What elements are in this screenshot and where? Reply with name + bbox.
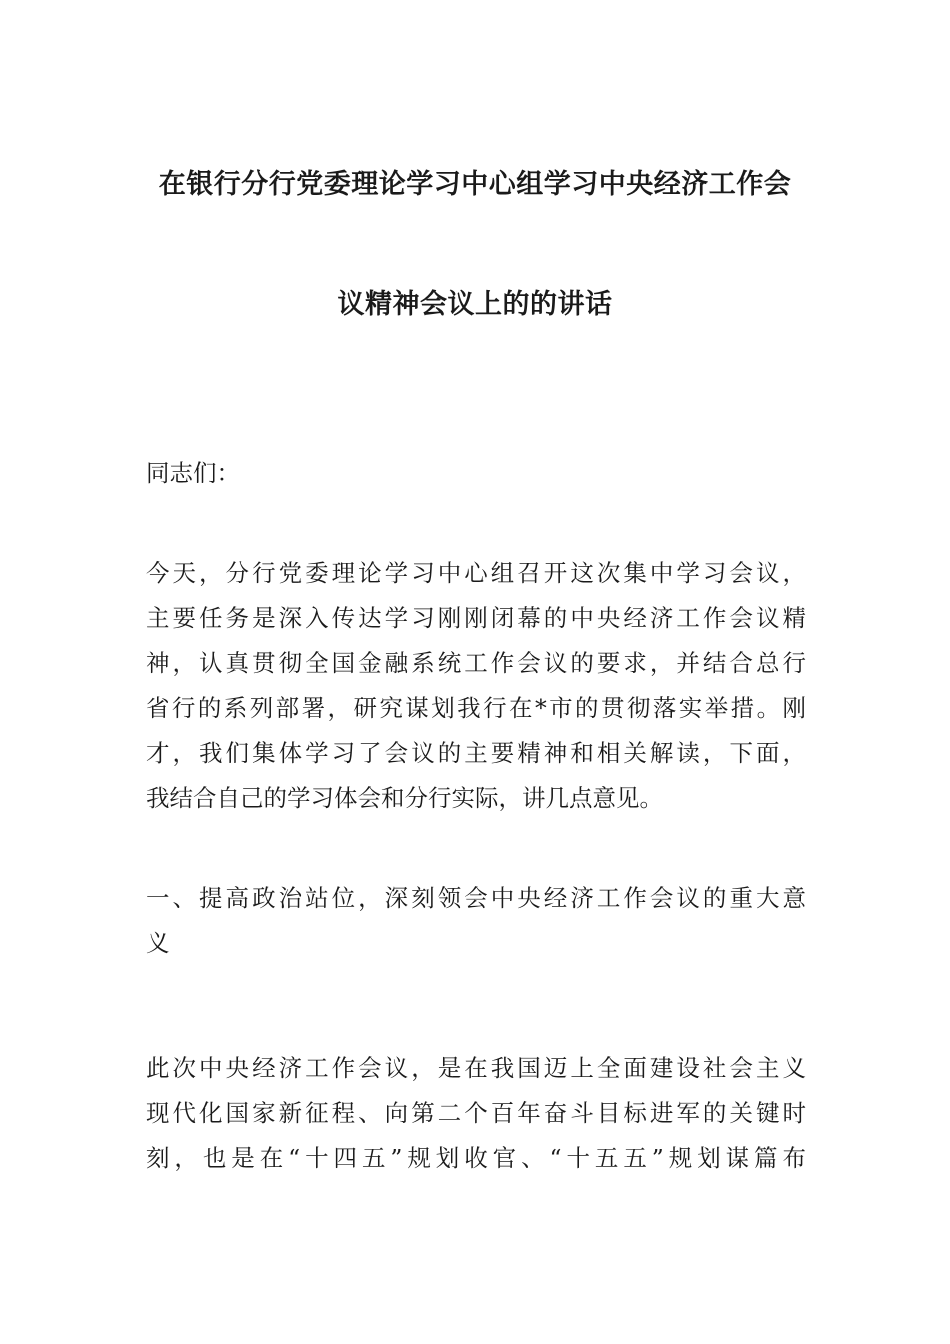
document-title-line-2: 议精神会议上的的讲话 [337, 289, 613, 320]
paragraph-line: 神，认真贯彻全国金融系统工作会议的要求，并结合总行 [146, 649, 806, 677]
paragraph-line: 现代化国家新征程、向第二个百年奋斗目标进军的关键时 [146, 1099, 806, 1127]
paragraph-section-1 [146, 1046, 806, 1181]
heading-line: 一、提高政治站位，深刻领会中央经济工作会议的重大意 [146, 884, 806, 912]
section-heading-1 [146, 876, 806, 966]
document-title-line-1: 在银行分行党委理论学习中心组学习中央经济工作会 [158, 169, 792, 200]
paragraph-line: 此次中央经济工作会议，是在我国迈上全面建设社会主义 [146, 1054, 806, 1082]
paragraph-line: 刻，也是在“十四五”规划收官、“十五五”规划谋篇布 [146, 1144, 806, 1172]
heading-line: 义 [146, 929, 170, 957]
paragraph-line: 今天，分行党委理论学习中心组召开这次集中学习会议， [146, 559, 806, 587]
salutation-text: 同志们： [146, 459, 240, 487]
paragraph-line: 主要任务是深入传达学习刚刚闭幕的中央经济工作会议精 [146, 604, 806, 632]
paragraph-opening [146, 551, 806, 821]
salutation [146, 451, 806, 496]
paragraph-line: 省行的系列部署，研究谋划我行在*市的贯彻落实举措。刚 [146, 694, 806, 722]
paragraph-line: 我结合自己的学习体会和分行实际，讲几点意见。 [146, 784, 663, 812]
paragraph-line: 才，我们集体学习了会议的主要精神和相关解读，下面， [146, 739, 806, 767]
